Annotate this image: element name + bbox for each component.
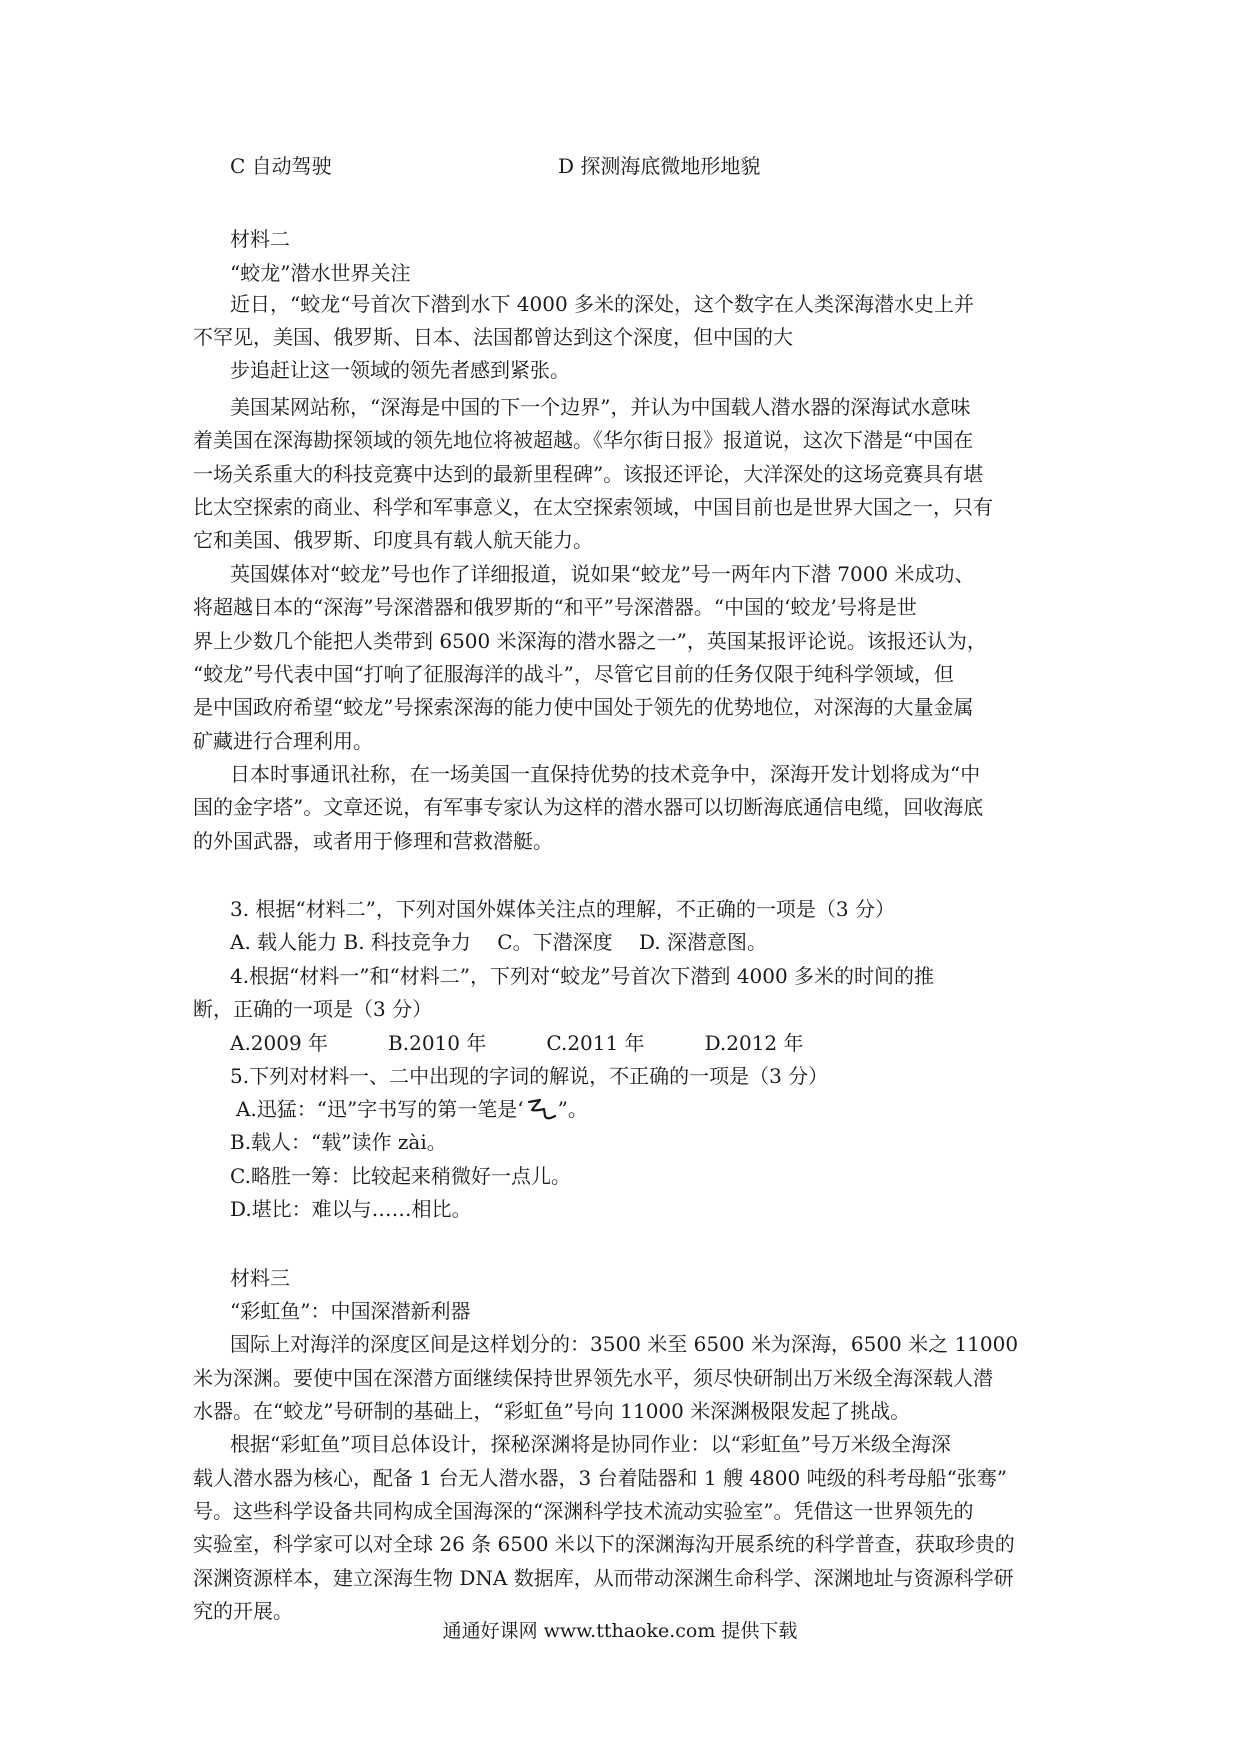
- paragraph-line: 着美国在深海勘探领域的领先地位将被超越。《华尔街日报》报道说，这次下潜是“中国在: [193, 428, 974, 452]
- paragraph-line: 比太空探索的商业、科学和军事意义，在太空探索领域，中国目前也是世界大国之一，只有: [193, 495, 993, 519]
- option-d: D 探测海底微地形地貌: [558, 154, 761, 178]
- option-a-close: ”。: [557, 1097, 588, 1121]
- paragraph-line: 英国媒体对“蛟龙”号也作了详细报道，说如果“蛟龙”号一两年内下潜 7000 米成功、: [230, 562, 975, 586]
- paragraph-line: 深渊资源样本，建立深海生物 DNA 数据库，从而带动深渊生命科学、深渊地址与资源科学研: [193, 1566, 1014, 1590]
- question-4-options: A.2009 年 B.2010 年 C.2011 年 D.2012 年: [230, 1031, 804, 1055]
- paragraph-line: 一场关系重大的科技竞赛中达到的最新里程碑”。该报还评论，大洋深处的这场竞赛具有堪: [193, 462, 984, 486]
- paragraph-line: 号。这些科学设备共同构成全国海深的“深渊科学技术流动实验室”。凭借这一世界领先的: [193, 1499, 974, 1523]
- paragraph-line: 界上少数几个能把人类带到 6500 米深海的潜水器之一”，英国某报评论说。该报还认为，: [193, 629, 987, 653]
- paragraph-line: “蛟龙”号代表中国“打响了征服海洋的战斗”，尽管它目前的任务仅限于纯科学领域，但: [193, 662, 954, 686]
- paragraph-line: 它和美国、俄罗斯、印度具有载人航天能力。: [193, 528, 593, 552]
- question-5-option-a: [236, 1093, 588, 1125]
- paragraph-line: 是中国政府希望“蛟龙”号探索深海的能力使中国处于领先的优势地位，对深海的大量金属: [193, 695, 974, 719]
- question-3-options: A. 载人能力 B. 科技竞争力 C。下潜深度 D. 深潜意图。: [230, 930, 767, 954]
- paragraph-line: 步追赶让这一领域的领先者感到紧张。: [230, 358, 570, 382]
- question-4-cont: 断，正确的一项是（3 分）: [193, 997, 433, 1021]
- stroke-glyph-image: [524, 1096, 558, 1122]
- paragraph-line: 根据“彩虹鱼”项目总体设计，探秘深渊将是协同作业：以“彩虹鱼”号万米级全海深: [230, 1432, 951, 1456]
- paragraph-line: 矿藏进行合理利用。: [193, 729, 373, 753]
- question-3: 3. 根据“材料二”，下列对国外媒体关注点的理解，不正确的一项是（3 分）: [230, 897, 895, 921]
- paragraph-line: 国际上对海洋的深度区间是这样划分的：3500 米至 6500 米为深海，6500 米之 11000: [230, 1332, 1019, 1356]
- paragraph-line: 不罕见，美国、俄罗斯、日本、法国都曾达到这个深度，但中国的大: [193, 325, 793, 349]
- question-5-option-b: B.载人：“载”读作 zài。: [230, 1130, 447, 1154]
- material2-heading: 材料二: [230, 227, 290, 251]
- material3-title: “彩虹鱼”：中国深潜新利器: [230, 1299, 471, 1323]
- page-footer: 通通好课网 www.tthaoke.com 提供下载: [442, 1620, 798, 1642]
- paragraph-line: 日本时事通讯社称，在一场美国一直保持优势的技术竞争中，深海开发计划将成为“中: [230, 762, 981, 786]
- paragraph-line: 的外国武器，或者用于修理和营救潜艇。: [193, 829, 553, 853]
- paragraph-line: 实验室，科学家可以对全球 26 条 6500 米以下的深渊海沟开展系统的科学普查，获取珍贵的: [193, 1532, 1015, 1556]
- question-4: 4.根据“材料一”和“材料二”，下列对“蛟龙”号首次下潜到 4000 多米的时间的推: [230, 964, 935, 988]
- paragraph-line: 水器。在“蛟龙”号研制的基础上，“彩虹鱼”号向 11000 米深渊极限发起了挑战。: [193, 1399, 911, 1423]
- paragraph-line: 将超越日本的“深海”号深潜器和俄罗斯的“和平”号深潜器。“中国的‘蛟龙’号将是世: [193, 595, 917, 619]
- paragraph-line: 载人潜水器为核心，配备 1 台无人潜水器，3 台着陆器和 1 艘 4800 吨级的科考母船“张骞”: [193, 1466, 1008, 1490]
- material2-title: “蛟龙”潜水世界关注: [230, 261, 411, 285]
- question-5-option-c: C.略胜一筹：比较起来稍微好一点儿。: [230, 1164, 571, 1188]
- paragraph-line: 美国某网站称，“深海是中国的下一个边界”，并认为中国载人潜水器的深海试水意味: [230, 395, 971, 419]
- paragraph-line: 究的开展。: [193, 1599, 293, 1623]
- question-5-option-d: D.堪比：难以与……相比。: [230, 1197, 472, 1221]
- question-5: 5.下列对材料一、二中出现的字词的解说，不正确的一项是（3 分）: [230, 1064, 829, 1088]
- paragraph-line: 近日，“蛟龙“号首次下潜到水下 4000 多米的深处，这个数字在人类深海潜水史上并: [230, 292, 975, 316]
- paragraph-line: 国的金字塔”。文章还说，有军事专家认为这样的潜水器可以切断海底通信电缆，回收海底: [193, 795, 984, 819]
- option-c: C 自动驾驶: [230, 154, 332, 178]
- option-a-text: A.迅猛：“迅”字书写的第一笔是‘: [236, 1097, 524, 1121]
- material3-heading: 材料三: [230, 1266, 290, 1290]
- paragraph-line: 米为深渊。要使中国在深潜方面继续保持世界领先水平，须尽快研制出万米级全海深载人潜: [193, 1366, 993, 1390]
